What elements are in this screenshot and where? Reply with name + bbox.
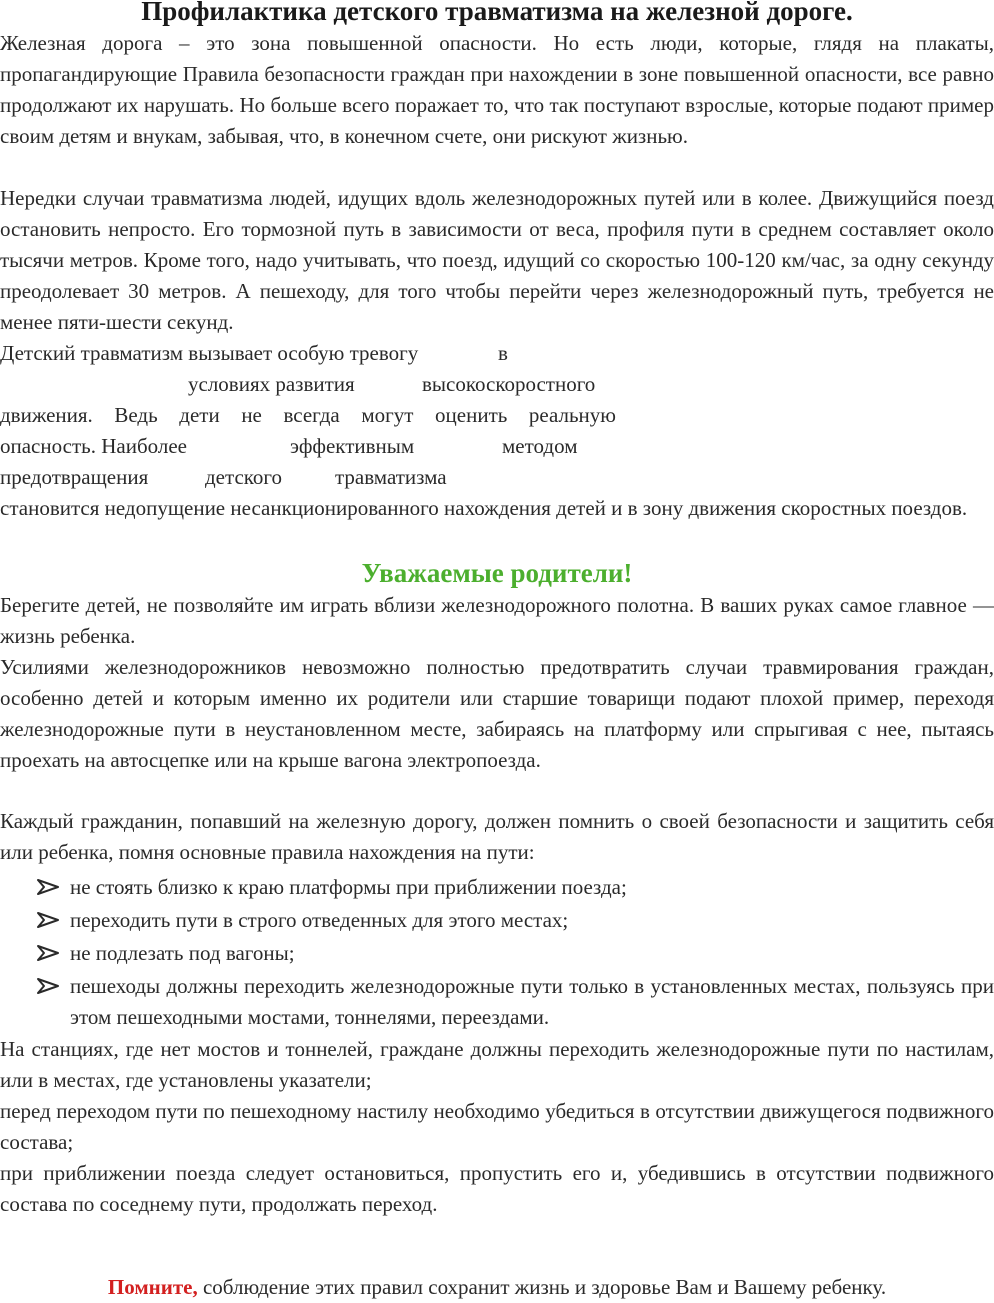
list-item <box>36 872 994 903</box>
narrow-line-1 <box>0 338 620 369</box>
list-item <box>36 971 994 1033</box>
narrow-text: движения. Ведь дети не всегда могут оценить реальную <box>0 403 616 427</box>
narrow-text: условиях развития <box>188 372 355 396</box>
list-item-text: не подлезать под вагоны; <box>70 941 295 965</box>
footer-text: соблюдение этих правил сохранит жизнь и здоровье Вам и Вашему ребенку. <box>197 1275 887 1299</box>
stations-paragraph: На станциях, где нет мостов и тоннелей, граждане должны переходить железнодорожные пути по настилам, или в местах, где установлены указатели; <box>0 1037 994 1092</box>
intro-paragraph: Железная дорога – это зона повышенной опасности. Но есть люди, которые, глядя на плакаты, пропагандирующие Правила безопасности граждан при нахождении в зоне повышенной опасности, все равно продолжают их нарушать. Но больше всего поражает то, что так поступают взрослые, которые подают пример своим детям и внукам, забывая, что, в конечном счете, они рискуют жизнью. <box>0 31 994 148</box>
narrow-text: эффективным <box>290 434 415 458</box>
footer-note <box>0 1272 994 1303</box>
arrowhead-icon <box>36 971 60 1002</box>
narrow-text: Детский травматизм вызывает особую тревогу <box>0 341 419 365</box>
narrow-text: опасность. Наиболее <box>0 434 187 458</box>
narrow-line-5 <box>0 462 620 493</box>
arrowhead-icon <box>36 872 60 903</box>
list-item-text: переходить пути в строго отведенных для этого местах; <box>70 908 569 932</box>
parents-paragraph: Берегите детей, не позволяйте им играть вблизи железнодорожного полотна. В ваших руках самое главное — жизнь ребенка. <box>0 593 994 648</box>
narrow-text: методом <box>502 434 578 458</box>
railway-workers-paragraph: Усилиями железнодорожников невозможно полностью предотвратить случаи травмирования граждан, особенно детей и которым именно их родители или старшие товарищи подают плохой пример, переходя железнодорожные пути в неустановленном месте, забираясь на платформу или спрыгивая с нее, пытаясь проехать на автосцепке или на крыше вагона электропоезда. <box>0 655 994 772</box>
narrow-text: травматизма <box>335 465 447 489</box>
approaching-train-paragraph: при приближении поезда следует остановиться, пропустить его и, убедившись в отсутствии подвижного состава по соседнему пути, продолжать переход. <box>0 1161 994 1216</box>
list-item-text: пешеходы должны переходить железнодорожные пути только в установленных местах, пользуясь при этом пешеходными мостами, тоннелями, переездами. <box>70 974 994 1029</box>
narrow-text: предотвращения <box>0 465 149 489</box>
footer-emphasis: Помните, <box>107 1275 198 1299</box>
parents-subheading: Уважаемые родители! <box>361 558 633 588</box>
braking-paragraph: Нередки случаи травматизма людей, идущих вдоль железнодорожных путей или в колее. Движущийся поезд остановить непросто. Его тормозной путь в зависимости от веса, профиля пути в среднем составляет около тысячи метров. Кроме того, надо учитывать, что поезд, идущий со скоростью 100-120 км/час, за одну секунду преодолевает 30 метров. А пешеходу, для того чтобы перейти через железнодорожный путь, требуется не менее пяти-шести секунд. <box>0 186 994 334</box>
narrow-line-3 <box>0 400 620 431</box>
narrow-text: в <box>498 341 508 365</box>
list-item-text: не стоять близко к краю платформы при приближении поезда; <box>70 875 627 899</box>
prevention-paragraph: становится недопущение несанкционированного нахождения детей и в зону движения скоростных поездов. <box>0 496 968 520</box>
rules-intro-paragraph: Каждый гражданин, попавший на железную дорогу, должен помнить о своей безопасности и защитить себя или ребенка, помня основные правила нахождения на пути: <box>0 809 994 864</box>
narrow-text: высокоскоростного <box>422 372 596 396</box>
narrow-line-4 <box>0 431 620 462</box>
arrowhead-icon <box>36 938 60 969</box>
narrow-line-2 <box>0 369 620 400</box>
list-item <box>36 938 994 969</box>
narrow-text: детского <box>205 465 282 489</box>
list-item <box>36 905 994 936</box>
crossing-paragraph: перед переходом пути по пешеходному настилу необходимо убедиться в отсутствии движущегося подвижного состава; <box>0 1099 994 1154</box>
arrowhead-icon <box>36 905 60 936</box>
page-title: Профилактика детского травматизма на железной дороге. <box>141 0 853 26</box>
